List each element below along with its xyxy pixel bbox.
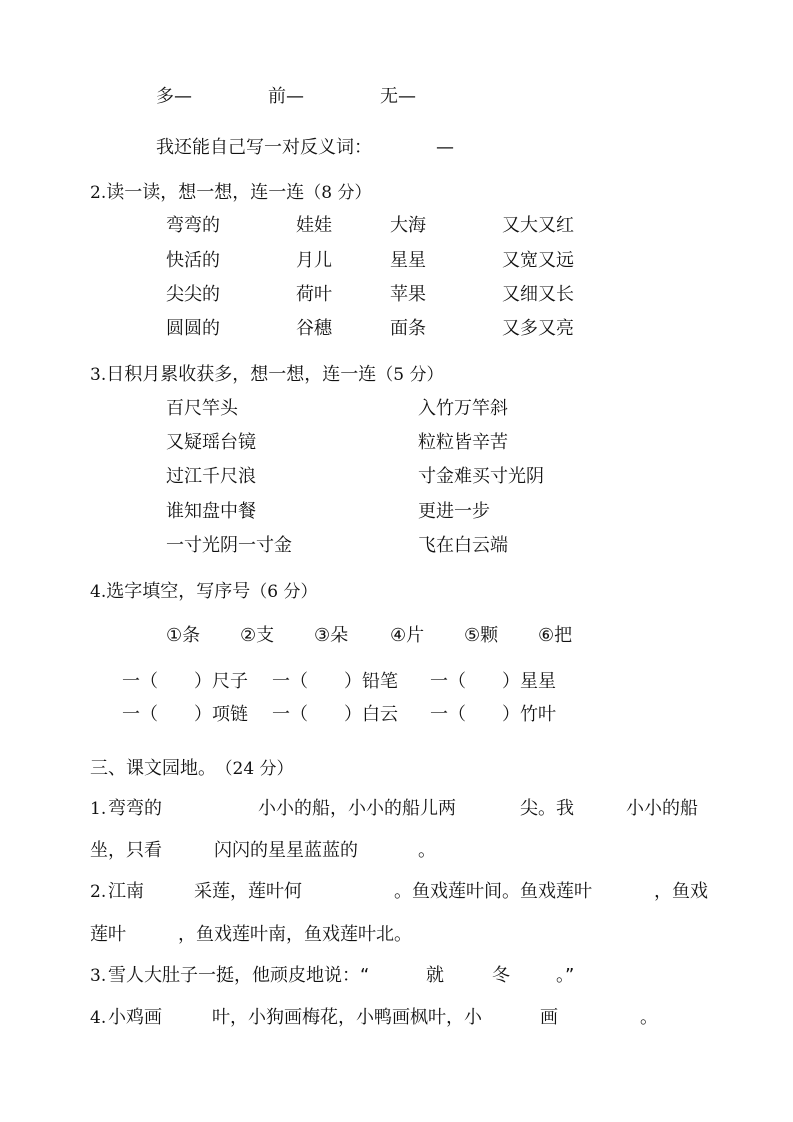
q3-right-item: 飞在白云端 xyxy=(418,535,508,556)
fill-text: 弯弯的 xyxy=(108,798,162,819)
q2-cell: 快活的 xyxy=(166,250,220,271)
question-4-heading xyxy=(90,583,317,601)
fill-text: 就 xyxy=(426,965,444,986)
antonym-item: 前— xyxy=(268,86,304,107)
self-write-label: 我还能自己写一对反义词： xyxy=(156,137,372,158)
q2-cell: 尖尖的 xyxy=(166,284,220,305)
item-number: 1. xyxy=(90,799,107,819)
q2-cell: 面条 xyxy=(390,318,426,339)
fill-text: 冬 xyxy=(492,965,510,986)
question-title: 选字填空，写序号 xyxy=(106,581,251,602)
q3-right-item: 粒粒皆辛苦 xyxy=(418,432,508,453)
item-number: 2. xyxy=(90,882,107,902)
fill-text: 闪闪的星星蓝蓝的 xyxy=(214,840,358,861)
section-3-heading xyxy=(90,760,294,778)
q3-left-item: 一寸光阴一寸金 xyxy=(166,535,292,556)
q3-right-item: 入竹万竿斜 xyxy=(418,398,508,419)
item-number: 3. xyxy=(90,966,107,986)
q4-blank-item: 一（ ）尺子 xyxy=(122,671,248,692)
q2-cell: 又多又亮 xyxy=(502,318,574,339)
question-2-heading xyxy=(90,184,371,202)
fill-text: 。 xyxy=(418,840,436,861)
q2-cell: 弯弯的 xyxy=(166,215,220,236)
antonym-item: 无— xyxy=(380,86,416,107)
item-number: 4. xyxy=(90,1008,107,1028)
self-write-dash: — xyxy=(436,137,454,158)
q3-left-item: 百尺竿头 xyxy=(166,398,238,419)
q4-blank-item: 一（ ）竹叶 xyxy=(430,704,556,725)
q4-blank-item: 一（ ）项链 xyxy=(122,704,248,725)
fill-text: 小鸡画 xyxy=(108,1007,162,1028)
question-title: 读一读，想一想，连一连 xyxy=(106,182,305,203)
fill-text: 莲叶 xyxy=(90,924,126,945)
question-score: （6 分） xyxy=(250,582,318,602)
fill-text: 小小的船，小小的船儿两 xyxy=(258,798,456,819)
question-title: 日积月累收获多，想一想，连一连 xyxy=(106,364,377,385)
q4-option: ①条 xyxy=(166,625,201,646)
fill-text: 小小的船 xyxy=(626,798,698,819)
fill-text: ，鱼戏莲叶南，鱼戏莲叶北。 xyxy=(178,924,412,945)
q4-blank-item: 一（ ）白云 xyxy=(272,704,398,725)
q3-left-item: 谁知盘中餐 xyxy=(166,501,256,522)
fill-text: 。” xyxy=(556,965,575,986)
fill-text: ，鱼戏 xyxy=(654,881,708,902)
question-number: 4. xyxy=(90,582,107,602)
fill-text: 画 xyxy=(540,1007,558,1028)
question-number: 3. xyxy=(90,365,107,385)
q4-blank-item: 一（ ）星星 xyxy=(430,671,556,692)
q2-cell: 月儿 xyxy=(296,250,332,271)
q3-right-item: 寸金难买寸光阴 xyxy=(418,466,544,487)
q4-blank-item: 一（ ）铅笔 xyxy=(272,671,398,692)
section-title: 三、课文园地。 xyxy=(90,758,216,779)
q4-option: ⑤颗 xyxy=(464,625,499,646)
question-3-heading xyxy=(90,366,443,384)
fill-text: 雪人大肚子一挺，他顽皮地说：“ xyxy=(108,965,370,986)
fill-text: 。 xyxy=(640,1007,658,1028)
q2-cell: 圆圆的 xyxy=(166,318,220,339)
q2-cell: 又宽又远 xyxy=(502,250,574,271)
section-score: （24 分） xyxy=(224,759,294,779)
q2-cell: 娃娃 xyxy=(296,215,332,236)
q4-option: ②支 xyxy=(240,625,275,646)
question-score: （5 分） xyxy=(376,365,444,385)
q2-cell: 大海 xyxy=(390,215,426,236)
q3-right-item: 更进一步 xyxy=(418,501,490,522)
q2-cell: 又大又红 xyxy=(502,215,574,236)
q4-option: ④片 xyxy=(390,625,425,646)
fill-text: 尖。我 xyxy=(520,798,574,819)
q4-option: ⑥把 xyxy=(538,625,573,646)
question-score: （8 分） xyxy=(304,183,372,203)
q2-cell: 又细又长 xyxy=(502,284,574,305)
q2-cell: 星星 xyxy=(390,250,426,271)
q2-cell: 荷叶 xyxy=(296,284,332,305)
fill-text: 坐，只看 xyxy=(90,840,162,861)
fill-text: 江南 xyxy=(108,881,144,902)
fill-text: 采莲，莲叶何 xyxy=(194,881,302,902)
question-number: 2. xyxy=(90,183,107,203)
q3-left-item: 又疑瑶台镜 xyxy=(166,432,256,453)
fill-text: 。鱼戏莲叶间。鱼戏莲叶 xyxy=(394,881,592,902)
fill-text: 叶，小狗画梅花，小鸭画枫叶，小 xyxy=(212,1007,482,1028)
q4-option: ③朵 xyxy=(314,625,349,646)
q2-cell: 苹果 xyxy=(390,284,426,305)
q2-cell: 谷穗 xyxy=(296,318,332,339)
antonym-item: 多— xyxy=(156,86,192,107)
q3-left-item: 过江千尺浪 xyxy=(166,466,256,487)
